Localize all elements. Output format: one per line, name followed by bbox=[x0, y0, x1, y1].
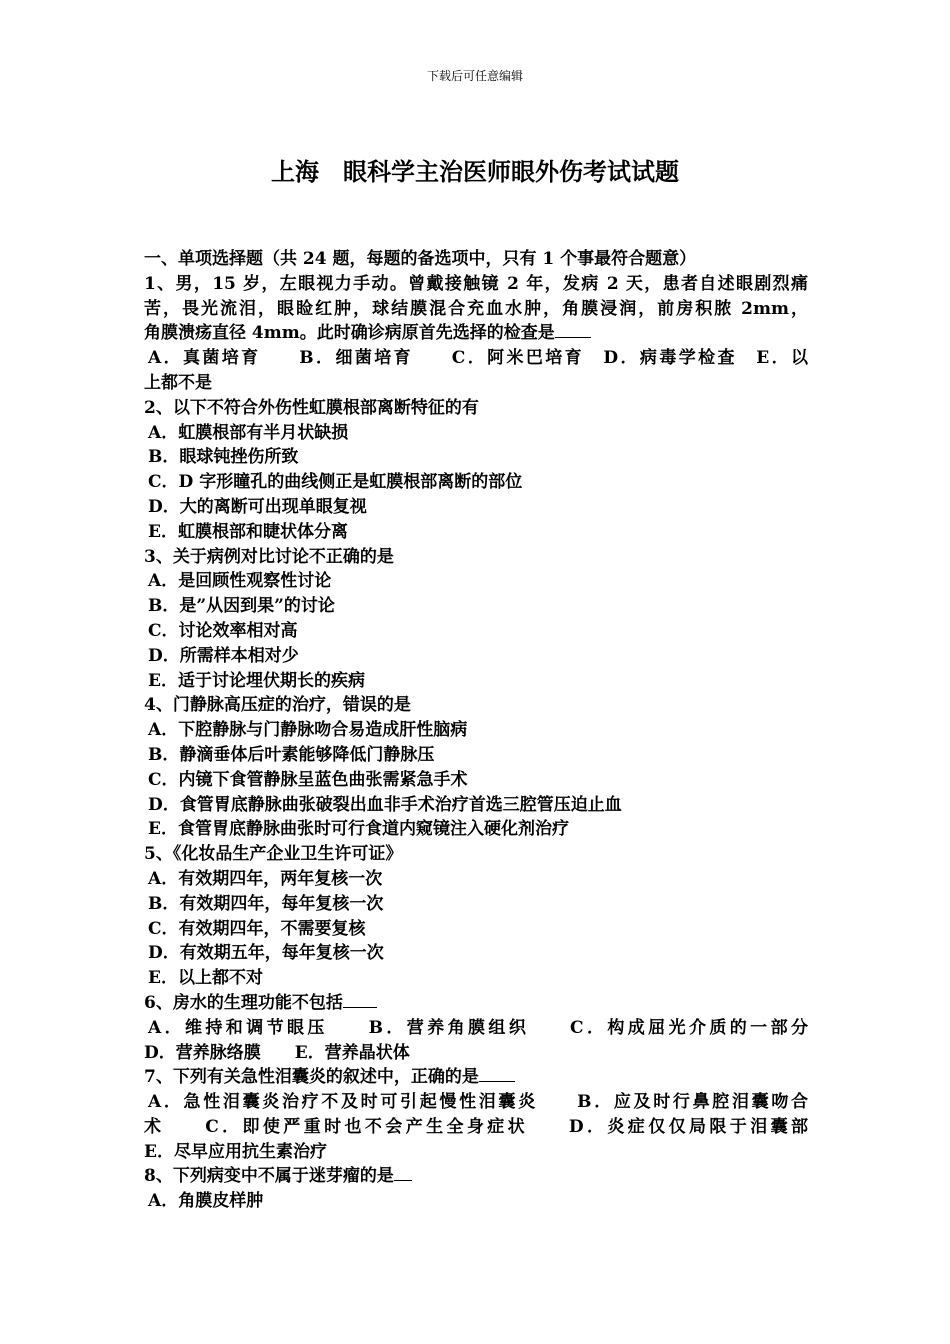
question-5-option-c: C．有效期四年，不需要复核 bbox=[148, 918, 366, 939]
header-note: 下载后可任意编辑 bbox=[426, 69, 523, 83]
question-2-option-d: D．大的离断可出现单眼复视 bbox=[148, 496, 367, 517]
question-1-stem-line-2: 苦，畏光流泪，眼睑红肿，球结膜混合充血水肿，角膜浸润，前房积脓 2mm， bbox=[144, 298, 808, 319]
answer-blank bbox=[343, 991, 377, 1008]
question-3-option-a: A．是回顾性观察性讨论 bbox=[148, 571, 332, 592]
question-7-options-line-1: A．急性泪囊炎治疗不及时可引起慢性泪囊炎 B．应及时行鼻腔泪囊吻合 bbox=[148, 1092, 808, 1113]
question-6-stem-text: 6、房水的生理功能不包括 bbox=[144, 992, 343, 1013]
question-3-option-c: C．讨论效率相对高 bbox=[148, 620, 298, 641]
question-7-options-line-2: 术 C．即使严重时也不会产生全身症状 D．炎症仅仅局限于泪囊部 bbox=[144, 1116, 808, 1137]
answer-blank bbox=[394, 1164, 412, 1181]
question-3-option-e: E．适于讨论埋伏期长的疾病 bbox=[148, 670, 365, 691]
question-1-stem-line-1: 1、男，15 岁，左眼视力手动。曾戴接触镜 2 年，发病 2 天，患者自述眼剧烈痛 bbox=[144, 273, 808, 294]
question-3-option-d: D．所需样本相对少 bbox=[148, 645, 299, 666]
page-title: 上海 眼科学主治医师眼外伤考试试题 bbox=[271, 157, 679, 186]
question-2-option-b: B．眼球钝挫伤所致 bbox=[148, 447, 299, 468]
question-2-stem: 2、以下不符合外伤性虹膜根部离断特征的有 bbox=[144, 397, 479, 418]
question-7-stem-text: 7、下列有关急性泪囊炎的叙述中，正确的是 bbox=[144, 1067, 479, 1088]
question-1-options-line-1: A．真菌培育 B．细菌培育 C．阿米巴培育 D．病毒学检查 E．以 bbox=[148, 348, 808, 369]
question-1-stem-line-3 bbox=[144, 321, 808, 346]
question-6-options-line-1: A．维持和调节眼压 B．营养角膜组织 C．构成屈光介质的一部分 bbox=[148, 1017, 808, 1038]
answer-blank bbox=[555, 321, 591, 338]
question-8-option-a: A．角膜皮样肿 bbox=[148, 1191, 264, 1212]
question-2-option-a: A．虹膜根部有半月状缺损 bbox=[148, 422, 349, 443]
question-list bbox=[144, 247, 808, 1214]
section-heading: 一、单项选择题（共 24 题，每题的备选项中，只有 1 个事最符合题意） bbox=[144, 249, 697, 269]
question-5-stem: 5、《化妆品生产企业卫生许可证》 bbox=[144, 844, 403, 865]
question-4-option-a: A．下腔静脉与门静脉吻合易造成肝性脑病 bbox=[148, 720, 468, 741]
question-3-option-b: B．是”从因到果”的讨论 bbox=[148, 596, 335, 617]
question-1-stem-text: 角膜溃疡直径 4mm。此时确诊病原首先选择的检查是 bbox=[144, 323, 555, 344]
question-2-option-c: C．D 字形瞳孔的曲线侧正是虹膜根部离断的部位 bbox=[148, 472, 523, 493]
question-7-options-line-3: E．尽早应用抗生素治疗 bbox=[144, 1141, 327, 1162]
question-4-option-d: D．食管胃底静脉曲张破裂出血非手术治疗首选三腔管压迫止血 bbox=[148, 794, 622, 815]
question-8-stem-text: 8、下列病变中不属于迷芽瘤的是 bbox=[144, 1166, 394, 1187]
question-5-option-a: A．有效期四年，两年复核一次 bbox=[148, 868, 383, 889]
question-8-stem bbox=[144, 1164, 808, 1189]
question-7-stem bbox=[144, 1065, 808, 1090]
question-6-options-line-2: D．营养脉络膜 E．营养晶状体 bbox=[144, 1042, 410, 1063]
question-5-option-b: B．有效期四年，每年复核一次 bbox=[148, 893, 384, 914]
question-4-option-c: C．内镜下食管静脉呈蓝色曲张需紧急手术 bbox=[148, 769, 468, 790]
question-3-stem: 3、关于病例对比讨论不正确的是 bbox=[144, 546, 394, 567]
question-5-option-e: E．以上都不对 bbox=[148, 968, 263, 989]
question-4-stem: 4、门静脉高压症的治疗，错误的是 bbox=[144, 695, 411, 716]
question-1-options-line-2: 上都不是 bbox=[144, 372, 212, 393]
question-5-option-d: D．有效期五年，每年复核一次 bbox=[148, 943, 384, 964]
question-6-stem bbox=[144, 991, 808, 1016]
question-4-option-b: B．静滴垂体后叶素能够降低门静脉压 bbox=[148, 744, 435, 765]
question-2-option-e: E．虹膜根部和睫状体分离 bbox=[148, 521, 348, 542]
answer-blank bbox=[479, 1065, 515, 1082]
question-4-option-e: E．食管胃底静脉曲张时可行食道内窥镜注入硬化剂治疗 bbox=[148, 819, 569, 840]
